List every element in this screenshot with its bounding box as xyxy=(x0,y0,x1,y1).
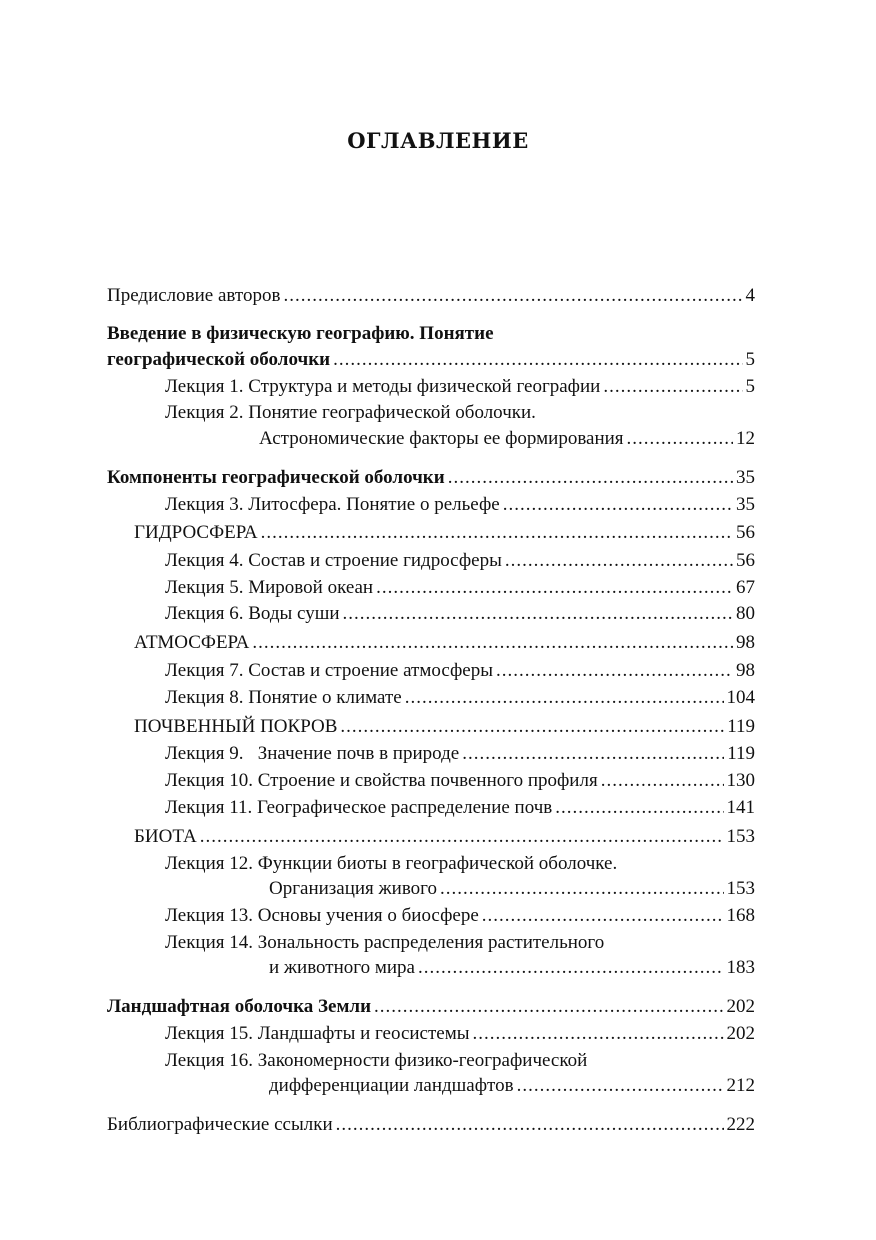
toc-entry-lecture-8[interactable] xyxy=(165,685,755,711)
toc-entry-label: Лекция 15. Ландшафты и геосистемы xyxy=(165,1023,470,1044)
dot-leader xyxy=(473,1021,724,1047)
toc-entry-label: Библиографические ссылки xyxy=(107,1114,333,1135)
toc-page-number: 202 xyxy=(726,996,755,1017)
toc-entry-lecture-6[interactable] xyxy=(165,601,755,627)
dot-leader xyxy=(261,520,733,546)
toc-entry-lecture-13[interactable] xyxy=(165,903,755,929)
toc-page-number: 35 xyxy=(736,467,755,488)
toc-page-number: 56 xyxy=(736,550,755,571)
toc-entry-soil[interactable] xyxy=(134,714,755,740)
toc-entry-biota[interactable] xyxy=(134,824,755,850)
toc-entry-label: Лекция 3. Литосфера. Понятие о рельефе xyxy=(165,494,500,515)
toc-entry-lecture-10[interactable] xyxy=(165,768,755,794)
toc-entry-lecture-14[interactable] xyxy=(269,955,755,981)
toc-page-number: 35 xyxy=(736,494,755,515)
toc-page-number: 153 xyxy=(726,826,755,847)
toc-entry-bibliography[interactable] xyxy=(107,1112,755,1138)
toc-entry-label: и животного мира xyxy=(269,957,415,978)
toc-page-number: 130 xyxy=(726,770,755,791)
dot-leader xyxy=(405,685,724,711)
toc-page-number: 119 xyxy=(727,743,755,764)
dot-leader xyxy=(440,876,723,902)
toc-entry-label: Лекция 1. Структура и методы физической географии xyxy=(165,376,601,397)
dot-leader xyxy=(496,658,733,684)
toc-page-number: 119 xyxy=(727,716,755,737)
dot-leader xyxy=(376,575,733,601)
toc-entry-lecture-11[interactable] xyxy=(165,795,755,821)
toc-entry-lecture-16-line1[interactable]: Лекция 16. Закономерности физико-географической xyxy=(165,1050,588,1071)
dot-leader xyxy=(336,1112,724,1138)
toc-entry-label: БИОТА xyxy=(134,826,197,847)
toc-entry-label: географической оболочки xyxy=(107,349,331,370)
toc-entry-lecture-3[interactable] xyxy=(165,492,755,518)
dot-leader xyxy=(283,283,742,309)
dot-leader xyxy=(333,347,742,373)
toc-entry-label: Лекция 11. Географическое распределение почв xyxy=(165,797,553,818)
toc-entry-lecture-2[interactable] xyxy=(259,426,755,452)
toc-entry-label: Лекция 13. Основы учения о биосфере xyxy=(165,905,479,926)
toc-page-number: 56 xyxy=(736,522,755,543)
dot-leader xyxy=(343,601,733,627)
dot-leader xyxy=(601,768,724,794)
toc-page-number: 98 xyxy=(736,660,755,681)
toc-page-number: 5 xyxy=(745,376,755,397)
toc-entry-lecture-9[interactable] xyxy=(165,741,755,767)
toc-page-number: 80 xyxy=(736,603,755,624)
toc-page-number: 98 xyxy=(736,632,755,653)
toc-page-number: 141 xyxy=(726,797,755,818)
toc-entry-label: АТМОСФЕРА xyxy=(134,632,250,653)
toc-page-number: 222 xyxy=(726,1114,755,1135)
toc-entry-label: Ландшафтная оболочка Земли xyxy=(107,996,372,1017)
toc-entry-label: Лекция 9. Значение почв в природе xyxy=(165,743,460,764)
dot-leader xyxy=(505,548,733,574)
dot-leader xyxy=(517,1073,724,1099)
toc-entry-intro-line1[interactable]: Введение в физическую географию. Понятие xyxy=(107,323,494,344)
toc-page-number: 5 xyxy=(745,349,755,370)
dot-leader xyxy=(252,630,733,656)
dot-leader xyxy=(340,714,724,740)
toc-entry-label: Лекция 6. Воды суши xyxy=(165,603,340,624)
toc-entry-hydrosphere[interactable] xyxy=(134,520,755,546)
dot-leader xyxy=(462,741,724,767)
toc-entry-atmosphere[interactable] xyxy=(134,630,755,656)
toc-entry-intro[interactable] xyxy=(107,347,755,373)
dot-leader xyxy=(627,426,733,452)
toc-entry-lecture-5[interactable] xyxy=(165,575,755,601)
toc-entry-lecture-1[interactable] xyxy=(165,374,755,400)
toc-entry-label: Лекция 7. Состав и строение атмосферы xyxy=(165,660,494,681)
toc-page-number: 67 xyxy=(736,577,755,598)
dot-leader xyxy=(555,795,723,821)
toc-entry-label: Лекция 5. Мировой океан xyxy=(165,577,374,598)
toc-entry-landscape[interactable] xyxy=(107,994,755,1020)
dot-leader xyxy=(200,824,724,850)
toc-entry-label: дифференциации ландшафтов xyxy=(269,1075,514,1096)
toc-entry-lecture-15[interactable] xyxy=(165,1021,755,1047)
toc-entry-label: Организация живого xyxy=(269,878,438,899)
page-title: ОГЛАВЛЕНИЕ xyxy=(347,128,529,153)
toc-page-number: 12 xyxy=(736,428,755,449)
toc-entry-label: Компоненты географической оболочки xyxy=(107,467,445,488)
dot-leader xyxy=(418,955,724,981)
toc-page-number: 212 xyxy=(726,1075,755,1096)
toc-entry-label: Астрономические факторы ее формирования xyxy=(259,428,624,449)
toc-page-number: 104 xyxy=(726,687,755,708)
toc-entry-preface[interactable] xyxy=(107,283,755,309)
dot-leader xyxy=(482,903,724,929)
dot-leader xyxy=(448,465,733,491)
toc-page-number: 168 xyxy=(726,905,755,926)
toc-entry-lecture-12-line1[interactable]: Лекция 12. Функции биоты в географической оболочке. xyxy=(165,853,618,874)
toc-entry-lecture-12[interactable] xyxy=(269,876,755,902)
toc-entry-label: Предисловие авторов xyxy=(107,285,281,306)
toc-entry-label: ПОЧВЕННЫЙ ПОКРОВ xyxy=(134,716,338,737)
toc-entry-label: Лекция 10. Строение и свойства почвенного профиля xyxy=(165,770,598,791)
toc-entry-lecture-16[interactable] xyxy=(269,1073,755,1099)
toc-entry-label: ГИДРОСФЕРА xyxy=(134,522,258,543)
dot-leader xyxy=(503,492,733,518)
toc-entry-lecture-4[interactable] xyxy=(165,548,755,574)
toc-entry-components[interactable] xyxy=(107,465,755,491)
toc-page-number: 4 xyxy=(745,285,755,306)
toc-entry-lecture-7[interactable] xyxy=(165,658,755,684)
toc-entry-label: Лекция 8. Понятие о климате xyxy=(165,687,402,708)
dot-leader xyxy=(603,374,742,400)
toc-entry-label: Лекция 4. Состав и строение гидросферы xyxy=(165,550,502,571)
dot-leader xyxy=(374,994,723,1020)
toc-entry-lecture-2-line1[interactable]: Лекция 2. Понятие географической оболочки. xyxy=(165,402,536,423)
toc-page-number: 202 xyxy=(726,1023,755,1044)
toc-page-number: 183 xyxy=(726,957,755,978)
toc-entry-lecture-14-line1[interactable]: Лекция 14. Зональность распределения растительного xyxy=(165,932,605,953)
toc-page-number: 153 xyxy=(726,878,755,899)
